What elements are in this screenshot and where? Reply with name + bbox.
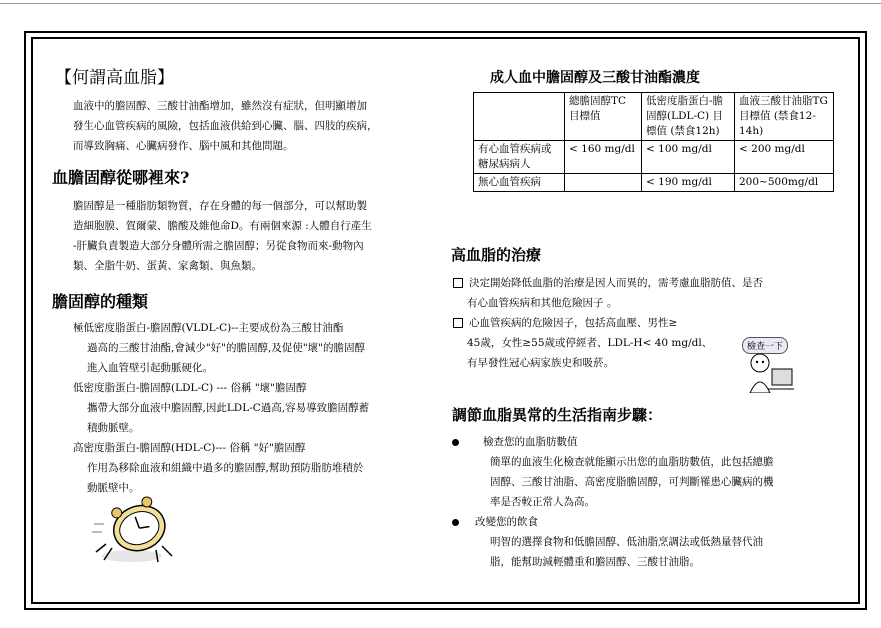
table-cell: 無心血管疾病 [474, 174, 565, 192]
cholesterol-types-list [73, 318, 448, 498]
type-item-hdl [73, 438, 448, 498]
header-cell: 總膽固醇TC 目標值 [565, 93, 642, 141]
text-line: 決定開始降低血脂的治療是因人而異的，需考慮血脂肪值、是否 [469, 277, 763, 289]
table-header-row [474, 93, 834, 141]
type-head: 高密度脂蛋白-膽固醇(HDL-C)--- 俗稱 "好"膽固醇 [73, 442, 306, 454]
section-title-cholesterol-source: 血膽固醇從哪裡來? [52, 168, 190, 187]
text-line: 45歲，女性≥55歲或停經者、LDL-H< 40 mg/dl、 [467, 337, 713, 349]
treatment-item-1 [453, 273, 838, 313]
type-head: 極低密度脂蛋白-膽固醇(VLDL-C)--主要成份為三酸甘油酯 [73, 322, 344, 334]
text-line: 有早發性冠心病家族史和吸菸。 [467, 357, 614, 369]
step-head: 改變您的飲食 [475, 516, 538, 528]
table-cell [565, 174, 642, 192]
type-desc: 作用為移除血液和組織中過多的膽固醇,幫助預防脂肪堆積於 [87, 462, 364, 474]
type-desc: 攜帶大部分血液中膽固醇,因此LDL-C過高,容易導致膽固醇蓄 [87, 402, 370, 414]
type-item-vldl [73, 318, 448, 378]
bullet-dot [452, 439, 459, 446]
text-line: 發生心血管疾病的風險，包括血液供給到心臟、腦、四肢的疾病， [73, 120, 378, 132]
step-head: 檢查您的血脂肪數值 [483, 436, 578, 448]
section-title-cholesterol-types: 膽固醇的種類 [52, 292, 149, 311]
header-cell: 低密度脂蛋白-膽固醇(LDL-C) 目標值 (禁食12h) [642, 93, 735, 141]
doctor-icon [738, 349, 796, 393]
type-item-ldl [73, 378, 448, 438]
type-head: 低密度脂蛋白-膽固醇(LDL-C) --- 俗稱 "壞"膽固醇 [73, 382, 307, 394]
table-title: 成人血中膽固醇及三酸甘油酯濃度 [490, 70, 700, 86]
section-title-treatment: 高血脂的治療 [451, 246, 542, 264]
lipid-target-table [473, 92, 834, 192]
text-line: 膽固醇是一種脂肪類物質，存在身體的每一個部分，可以幫助製 [73, 200, 367, 212]
header-cell: 血液三酸甘油脂TG目標值 (禁食12-14h) [735, 93, 834, 141]
type-desc: 動脈壁中。 [87, 482, 140, 494]
text-line: -肝臟負責製造大部分身體所需之膽固醇；另從食物而來-動物內 [73, 240, 364, 252]
section2-paragraph [73, 196, 443, 276]
text-line: 脂，能幫助減輕體重和膽固醇、三酸甘油脂。 [490, 556, 700, 568]
text-line: 簡單的血液生化檢查就能顯示出您的血脂肪數值，此包括總膽 [490, 456, 774, 468]
type-desc: 積動脈壁。 [87, 422, 140, 434]
text-line: 心血管疾病的危險因子，包括高血壓、男性≥ [469, 317, 678, 329]
checkbox-bullet [453, 318, 463, 328]
table-row [474, 174, 834, 192]
text-line: 固醇、三酸甘油脂、高密度脂膽固醇，可判斷罹患心臟病的機 [490, 476, 774, 488]
type-desc: 進入血管壁引起動脈硬化。 [87, 362, 213, 374]
table-cell: < 100 mg/dl [642, 141, 735, 174]
table-cell: < 200 mg/dl [735, 141, 834, 174]
lifestyle-steps [452, 432, 842, 572]
type-desc: 過高的三酸甘油酯,會減少"好"的膽固醇,及促使"壞"的膽固醇 [87, 342, 365, 354]
section-title-what-is-hyperlipidemia: 【何謂高血脂】 [55, 68, 174, 88]
lifestyle-step-2 [452, 512, 842, 572]
section-title-lifestyle: 調節血脂異常的生活指南步驟： [452, 406, 663, 424]
header-cell [474, 93, 565, 141]
text-line: 有心血管疾病和其他危險因子 。 [467, 297, 618, 309]
table-cell: < 160 mg/dl [565, 141, 642, 174]
text-line: 類、全脂牛奶、蛋黃、家禽類、與魚類。 [73, 260, 262, 272]
text-line: 率是否較正常人為高。 [490, 496, 595, 508]
doctor-illustration [738, 335, 796, 393]
lifestyle-step-1 [452, 432, 842, 512]
section1-paragraph [73, 96, 443, 156]
text-line: 血液中的膽固醇、三酸甘油酯增加，雖然沒有症狀，但明顯增加 [73, 100, 367, 112]
text-line: 而導致胸痛、心臟病發作、腦中風和其他問題。 [73, 140, 294, 152]
table-cell: 200~500mg/dl [735, 174, 834, 192]
top-rule [0, 3, 881, 4]
table-cell: < 190 mg/dl [642, 174, 735, 192]
text-line: 明智的選擇食物和低膽固醇、低油脂烹調法或低熱量替代油 [490, 536, 763, 548]
table-cell: 有心血管疾病或糖尿病病人 [474, 141, 565, 174]
badge-check-up: 檢查一下 [742, 337, 788, 354]
bullet-dot [452, 519, 459, 526]
text-line: 造細胞膜、賀爾蒙、膽酸及維他命D。有兩個來源 :人體自行產生 [73, 220, 372, 232]
table-row [474, 141, 834, 174]
running-clock-illustration [92, 494, 182, 566]
checkbox-bullet [453, 278, 463, 288]
